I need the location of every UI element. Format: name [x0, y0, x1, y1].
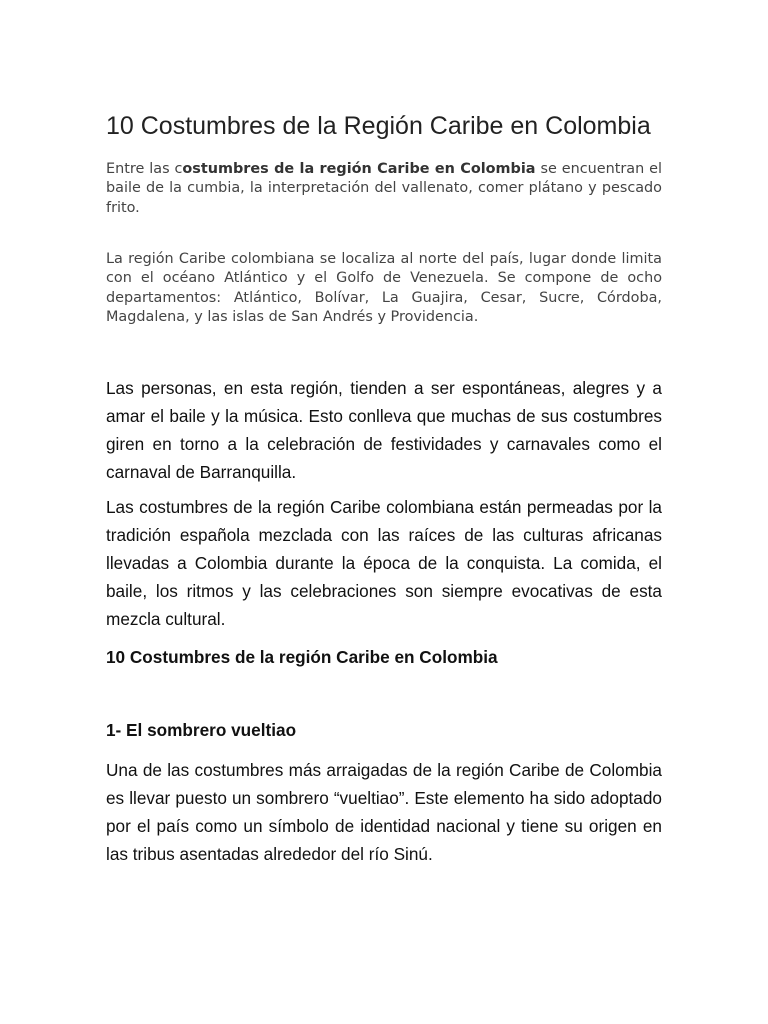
item-1-paragraph: Una de las costumbres más arraigadas de la región Caribe de Colombia es llevar puesto un sombrero “vueltiao”. Este elemento ha sido adoptado por el país como un símbolo de identidad nacional y tiene su origen en las tribus asentadas alrededor del río Sinú.	[106, 760, 662, 864]
body-paragraph-1: Las personas, en esta región, tienden a ser espontáneas, alegres y a amar el baile y la música. Esto conlleva que muchas de sus costumbres giren en torno a la celebración de festividades y carnavales como el carnaval de Barranquilla.	[106, 378, 662, 482]
intro-prefix: Entre las c	[106, 161, 183, 177]
intro-paragraph	[106, 160, 662, 218]
section-heading: 10 Costumbres de la región Caribe en Colombia	[106, 647, 498, 667]
body-paragraph-2: Las costumbres de la región Caribe colombiana están permeadas por la tradición española mezclada con las raíces de las culturas africanas llevadas a Colombia durante la época de la conquista. La comida, el baile, los ritmos y las celebraciones son siempre evocativas de esta mezcla cultural.	[106, 497, 662, 629]
intro-suffix: se encuentran el baile de la cumbia, la interpretación del vallenato, comer plátano y pescado frito.	[106, 161, 663, 216]
region-paragraph: La región Caribe colombiana se localiza al norte del país, lugar donde limita con el océano Atlántico y el Golfo de Venezuela. Se compone de ocho departamentos: Atlántico, Bolívar, La Guajira, Cesar, Sucre, Córdoba, Magdalena, y las islas de San Andrés y Providencia.	[106, 251, 662, 325]
intro-bold-text: ostumbres de la región Caribe en Colombia	[182, 161, 536, 177]
item-1-heading: 1- El sombrero vueltiao	[106, 720, 297, 740]
document-title: 10 Costumbres de la Región Caribe en Colombia	[106, 112, 651, 140]
